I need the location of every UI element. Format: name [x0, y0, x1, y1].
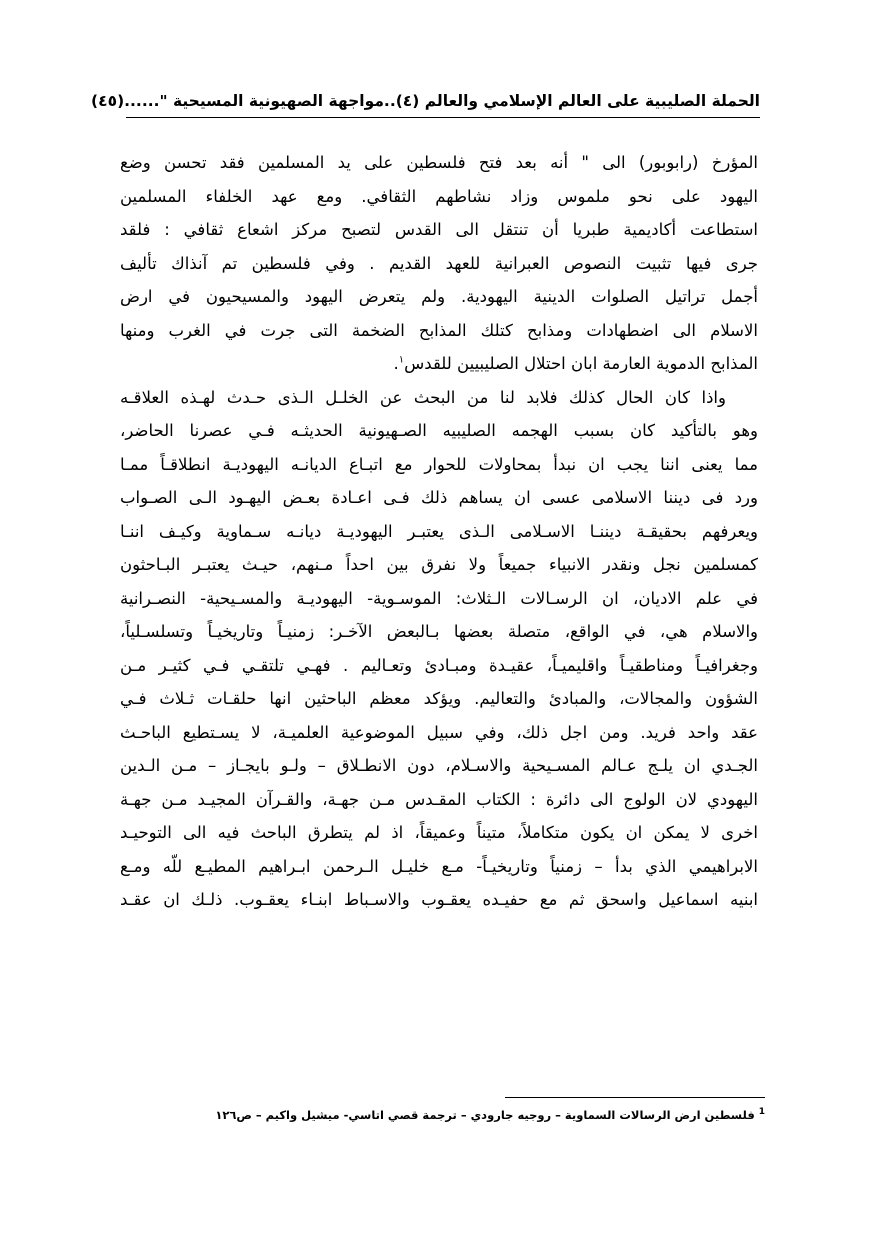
text-line: ويعرفهم بحقيقـة ديننـا الاسـلامى الـذى يعتبـر اليهوديـة ديانـه سـماوية وكيـف اننـا	[120, 521, 758, 541]
text-line: اليهود على نحو ملموس وزاد نشاطهم الثقافي. ومع عهد الخلفاء المسلمين	[120, 186, 758, 206]
text-line: اخرى لا يمكن ان يكون متكاملاً، متيناً وعميقاً، اذ لم يتطرق الباحث فيه الى التوحيـد	[120, 823, 758, 842]
text-line: أجمل تراتيل الصلوات الدينية اليهودية. ولم يتعرض اليهود والمسيحيون في ارض	[120, 287, 758, 306]
text-line: ابنيه اسماعيل واسحق ثم مع حفيـده يعقـوب والاسـباط ابنـاء يعقـوب. ذلـك ان عقـد	[120, 890, 758, 909]
text-line: الابراهيمي الذي بدأ – زمنياً وتاريخيـاً- مـع خليـل الـرحمن ابـراهيم المطيـع للّه ومـع	[120, 856, 758, 876]
text-line: في علم الاديان، ان الرسـالات الـثلاث: الموسـوية- اليهوديـة والمسـيحية- النصـرانية	[120, 588, 758, 608]
footnote-divider	[505, 1097, 765, 1098]
header-title: الحملة الصليبية على العالم الإسلامي والعالم (٤)..مواجهة الصهيونية المسيحية "......	[124, 92, 760, 110]
text-line: عقد واحد فريد. ومن اجل ذلك، وفي سبيل الموضوعية العلميـة، لا يسـتطيع الباحـث	[120, 722, 758, 742]
text-line: استطاعت أكاديمية طبريا أن تنتقل الى القدس لتصبح مركز اشعاع ثقافي : فلقد	[120, 220, 758, 239]
running-header	[91, 88, 760, 114]
text-line: مما يعنى اننا يجب ان نبدأ بمحاولات للحوار مع اتبـاع الديانـه اليهوديـة انطلاقـاً ممـا	[120, 454, 758, 474]
text-line: اليهودي لان الولوج الى دائرة : الكتاب المقـدس مـن جهـة، والقـرآن المجيـد مـن جهـة	[120, 789, 758, 809]
text-line: كمسلمين نجل ونقدر الانبياء جميعاً ولا نفرق بين احداً مـنهم، حيـث يعتبـر البـاحثون	[120, 555, 758, 574]
header-divider	[126, 117, 760, 118]
footnote-text: فلسطين ارض الرسالات السماوية – روجيه جارودي – ترجمة قصي اتاسي- ميشيل واكيم – ص١٢٦	[215, 1108, 755, 1122]
text-line: الاسلام الى اضطهادات ومذابح كتلك المذابح الضخمة التى جرت في الغرب ومنها	[120, 320, 758, 340]
text-line: الشؤون والمجالات، والمبادئ والتعاليم. ويؤكد معظم الباحثين انها حلقـات ثـلاث فـي	[120, 689, 758, 708]
body-text	[120, 146, 758, 917]
text-line: الجـدي ان يلـج عـالم المسـيحية والاسـلام، دون الانطـلاق – ولـو بايجـاز – مـن الـدين	[120, 756, 758, 775]
text-line-with-footnote	[120, 347, 758, 381]
text-line: والاسلام هي، في الواقع، متصلة بعضها بـالبعض الآخـر: زمنيـاً وتاريخيـاً وتسلسـلياً،	[120, 622, 758, 641]
text-line: جرى فيها تثبيت النصوص العبرانية للعهد القديم . وفي فلسطين تم آنذاك تأليف	[120, 253, 758, 273]
text-line: واذا كان الحال كذلك فلابد لنا من البحث عن الخلـل الـذى حـدث لهـذه العلاقـه	[120, 387, 726, 407]
text-line: ورد فى ديننا الاسلامى عسى ان يساهم ذلك فـى اعـادة بعـض اليهـود الـى الصـواب	[120, 488, 758, 507]
text-line: المؤرخ (رابوبور) الى " أنه بعد فتح فلسطين على يد المسلمين فقد تحسن وضع	[120, 153, 758, 172]
header-page-number: (٤٥)	[91, 92, 125, 110]
footnote	[140, 1105, 765, 1125]
text-line-content: المذابح الدموية العارمة ابان احتلال الصليبيين للقدس	[404, 354, 758, 373]
footnote-marker: 1	[758, 1107, 765, 1118]
sentence-end: .	[393, 354, 399, 373]
footnote-reference: ١	[398, 354, 405, 366]
text-line: وجغرافيـاً ومناطقيـاً واقليميـاً، عقيـدة ومبـادئ وتعـاليم . فهـي تلتقـي فـي كثيـر مـن	[120, 655, 758, 675]
text-line: وهو بالتأكيد كان بسبب الهجمه الصليبيه الصـهيونية الحديثـه فـي عصرنا الحاضر،	[120, 421, 758, 440]
